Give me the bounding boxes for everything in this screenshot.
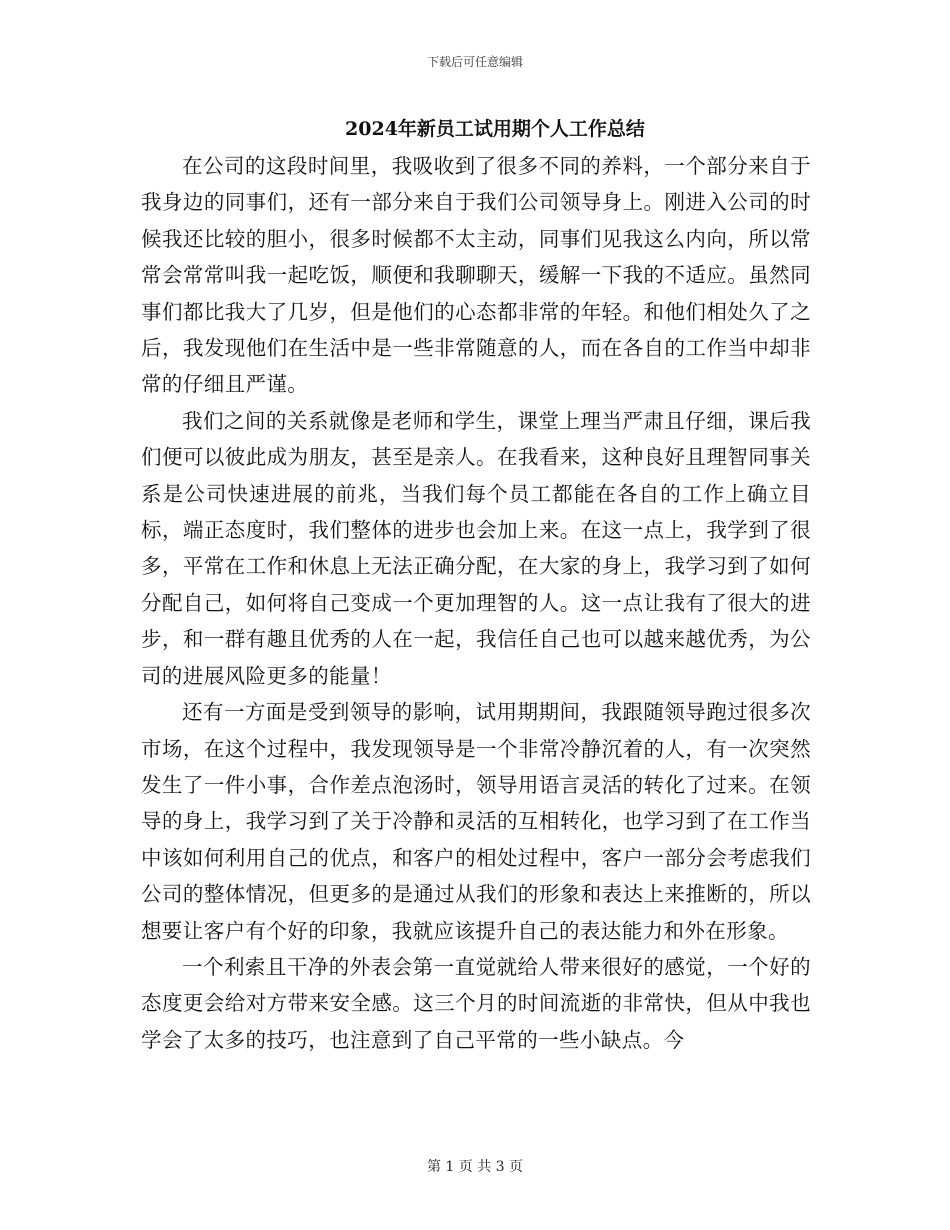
header-note: 下载后可任意编辑 [426, 55, 523, 69]
page-indicator: 第 1 页 共 3 页 [426, 1159, 524, 1175]
document-title: 2024年新员工试用期个人工作总结 [345, 118, 645, 140]
paragraph-4: 一个利索且干净的外表会第一直觉就给人带来很好的感觉，一个好的态度更会给对方带来安全感。这三个月的时间流逝的非常快，但从中我也学会了太多的技巧，也注意到了自己平常的一些小缺点。今 [141, 954, 811, 1052]
document-body [141, 148, 811, 1058]
paragraph-3: 还有一方面是受到领导的影响，试用期期间，我跟随领导跑过很多次市场，在这个过程中，我发现领导是一个非常冷静沉着的人，有一次突然发生了一件小事，合作差点泡汤时，领导用语言灵活的转化了过来。在领导的身上，我学习到了关于冷静和灵活的互相转化，也学习到了在工作当中该如何利用自己的优点，和客户的相处过程中，客户一部分会考虑我们公司的整体情况，但更多的是通过从我们的形象和表达上来推断的，所以想要让客户有个好的印象，我就应该提升自己的表达能力和外在形象。 [141, 700, 811, 943]
paragraph-2: 我们之间的关系就像是老师和学生，课堂上理当严肃且仔细，课后我们便可以彼此成为朋友，甚至是亲人。在我看来，这种良好且理智同事关系是公司快速进展的前兆，当我们每个员工都能在各自的工作上确立目标，端正态度时，我们整体的进步也会加上来。在这一点上，我学到了很多，平常在工作和休息上无法正确分配，在大家的身上，我学习到了如何分配自己，如何将自己变成一个更加理智的人。这一点让我有了很大的进步，和一群有趣且优秀的人在一起，我信任自己也可以越来越优秀，为公司的进展风险更多的能量！ [141, 408, 811, 688]
paragraph-1: 在公司的这段时间里，我吸收到了很多不同的养料，一个部分来自于我身边的同事们，还有一部分来自于我们公司领导身上。刚进入公司的时候我还比较的胆小，很多时候都不太主动，同事们见我这么内向，所以常常会常常叫我一起吃饭，顺便和我聊聊天，缓解一下我的不适应。虽然同事们都比我大了几岁，但是他们的心态都非常的年轻。和他们相处久了之后，我发现他们在生活中是一些非常随意的人，而在各自的工作当中却非常的仔细且严谨。 [141, 154, 811, 397]
